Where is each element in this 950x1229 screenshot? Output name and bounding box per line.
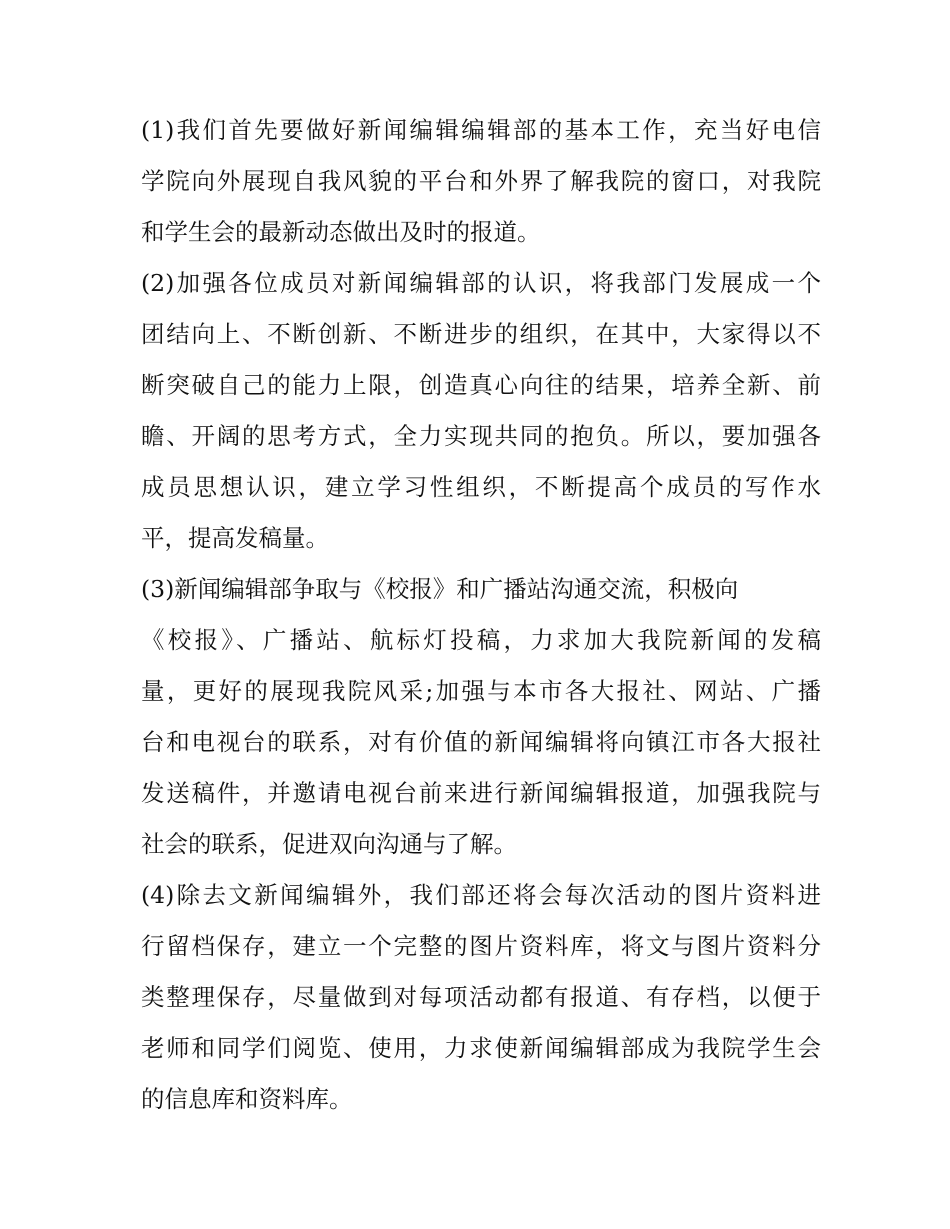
paragraph-1-line-1: (1)我们首先要做好新闻编辑编辑部的基本工作，充当好电信 — [141, 116, 821, 144]
paragraph-2-line-2: 团结向上、不断创新、不断进步的组织，在其中，大家得以不 — [141, 320, 821, 348]
paragraph-3-line-6: 社会的联系，促进双向沟通与了解。 — [141, 830, 517, 858]
paragraph-4-line-3: 类整理保存，尽量做到对每项活动都有报道、有存档，以便于 — [141, 983, 821, 1011]
paragraph-3-line-1: (3)新闻编辑部争取与《校报》和广播站沟通交流，积极向 — [141, 575, 739, 603]
paragraph-3-line-2: 《校报》、广播站、航标灯投稿，力求加大我院新闻的发稿 — [141, 626, 821, 654]
paragraph-2-line-5: 成员思想认识，建立学习性组织，不断提高个成员的写作水 — [141, 473, 821, 501]
paragraph-2-line-6: 平，提高发稿量。 — [141, 524, 329, 552]
paragraph-2-line-3: 断突破自己的能力上限，创造真心向往的结果，培养全新、前 — [141, 371, 821, 399]
paragraph-4-line-5: 的信息库和资料库。 — [141, 1085, 353, 1113]
paragraph-1-line-3: 和学生会的最新动态做出及时的报道。 — [141, 218, 541, 246]
paragraph-4-line-2: 行留档保存，建立一个完整的图片资料库，将文与图片资料分 — [141, 932, 821, 960]
paragraph-3-line-5: 发送稿件，并邀请电视台前来进行新闻编辑报道，加强我院与 — [141, 779, 821, 807]
paragraph-2-line-1: (2)加强各位成员对新闻编辑部的认识，将我部门发展成一个 — [141, 269, 821, 297]
paragraph-1-line-2: 学院向外展现自我风貌的平台和外界了解我院的窗口，对我院 — [141, 167, 821, 195]
paragraph-2-line-4: 瞻、开阔的思考方式，全力实现共同的抱负。所以，要加强各 — [141, 422, 821, 450]
paragraph-3-line-3: 量，更好的展现我院风采;加强与本市各大报社、网站、广播 — [141, 677, 821, 705]
paragraph-4-line-1: (4)除去文新闻编辑外，我们部还将会每次活动的图片资料进 — [141, 881, 821, 909]
paragraph-4-line-4: 老师和同学们阅览、使用，力求使新闻编辑部成为我院学生会 — [141, 1034, 821, 1062]
paragraph-3-line-4: 台和电视台的联系，对有价值的新闻编辑将向镇江市各大报社 — [141, 728, 821, 756]
